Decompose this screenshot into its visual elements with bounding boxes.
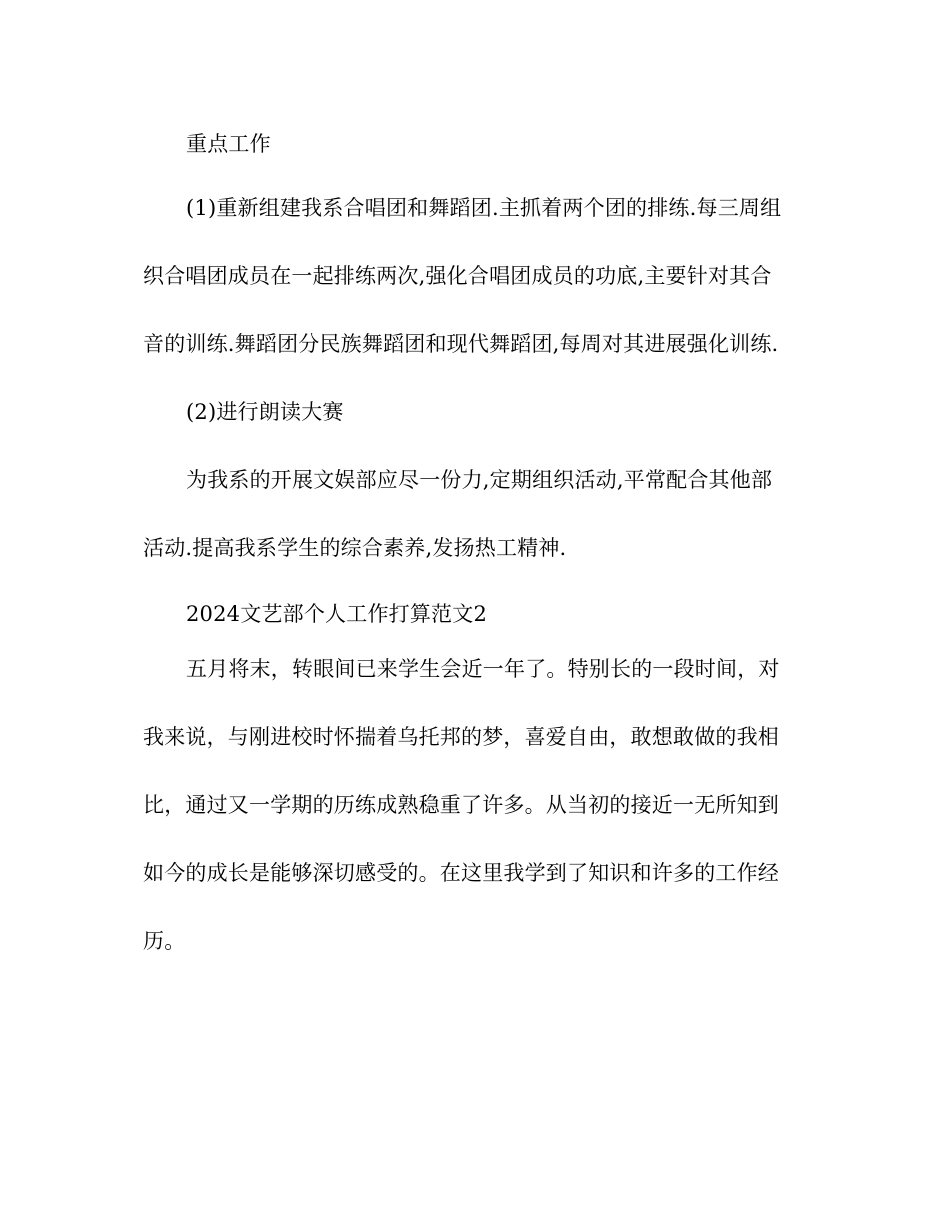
paragraph-line: 织合唱团成员在一起排练两次,强化合唱团成员的功底,主要针对其合 bbox=[143, 264, 772, 288]
section-heading: 重点工作 bbox=[186, 132, 271, 156]
paragraph-line: 为我系的开展文娱部应尽一份力,定期组织活动,平常配合其他部 bbox=[186, 468, 773, 492]
paragraph-line: 五月将末，转眼间已来学生会近一年了。特别长的一段时间，对 bbox=[186, 657, 780, 681]
paragraph-line: 如今的成长是能够深切感受的。在这里我学到了知识和许多的工作经 bbox=[143, 861, 779, 885]
paragraph-line: 我来说，与刚进校时怀揣着乌托邦的梦，喜爱自由，敢想敢做的我相 bbox=[143, 725, 779, 749]
section-title: 2024文艺部个人工作打算范文2 bbox=[186, 602, 488, 626]
paragraph-line: (1)重新组建我系合唱团和舞蹈团.主抓着两个团的排练.每三周组 bbox=[186, 196, 782, 220]
paragraph-line: 活动.提高我系学生的综合素养,发扬热工精神. bbox=[143, 536, 567, 560]
paragraph-line: 音的训练.舞蹈团分民族舞蹈团和现代舞蹈团,每周对其进展强化训练. bbox=[143, 332, 779, 356]
paragraph-line: 比，通过又一学期的历练成熟稳重了许多。从当初的接近一无所知到 bbox=[143, 793, 779, 817]
paragraph-line: (2)进行朗读大赛 bbox=[186, 400, 344, 424]
paragraph-line: 历。 bbox=[143, 929, 186, 953]
